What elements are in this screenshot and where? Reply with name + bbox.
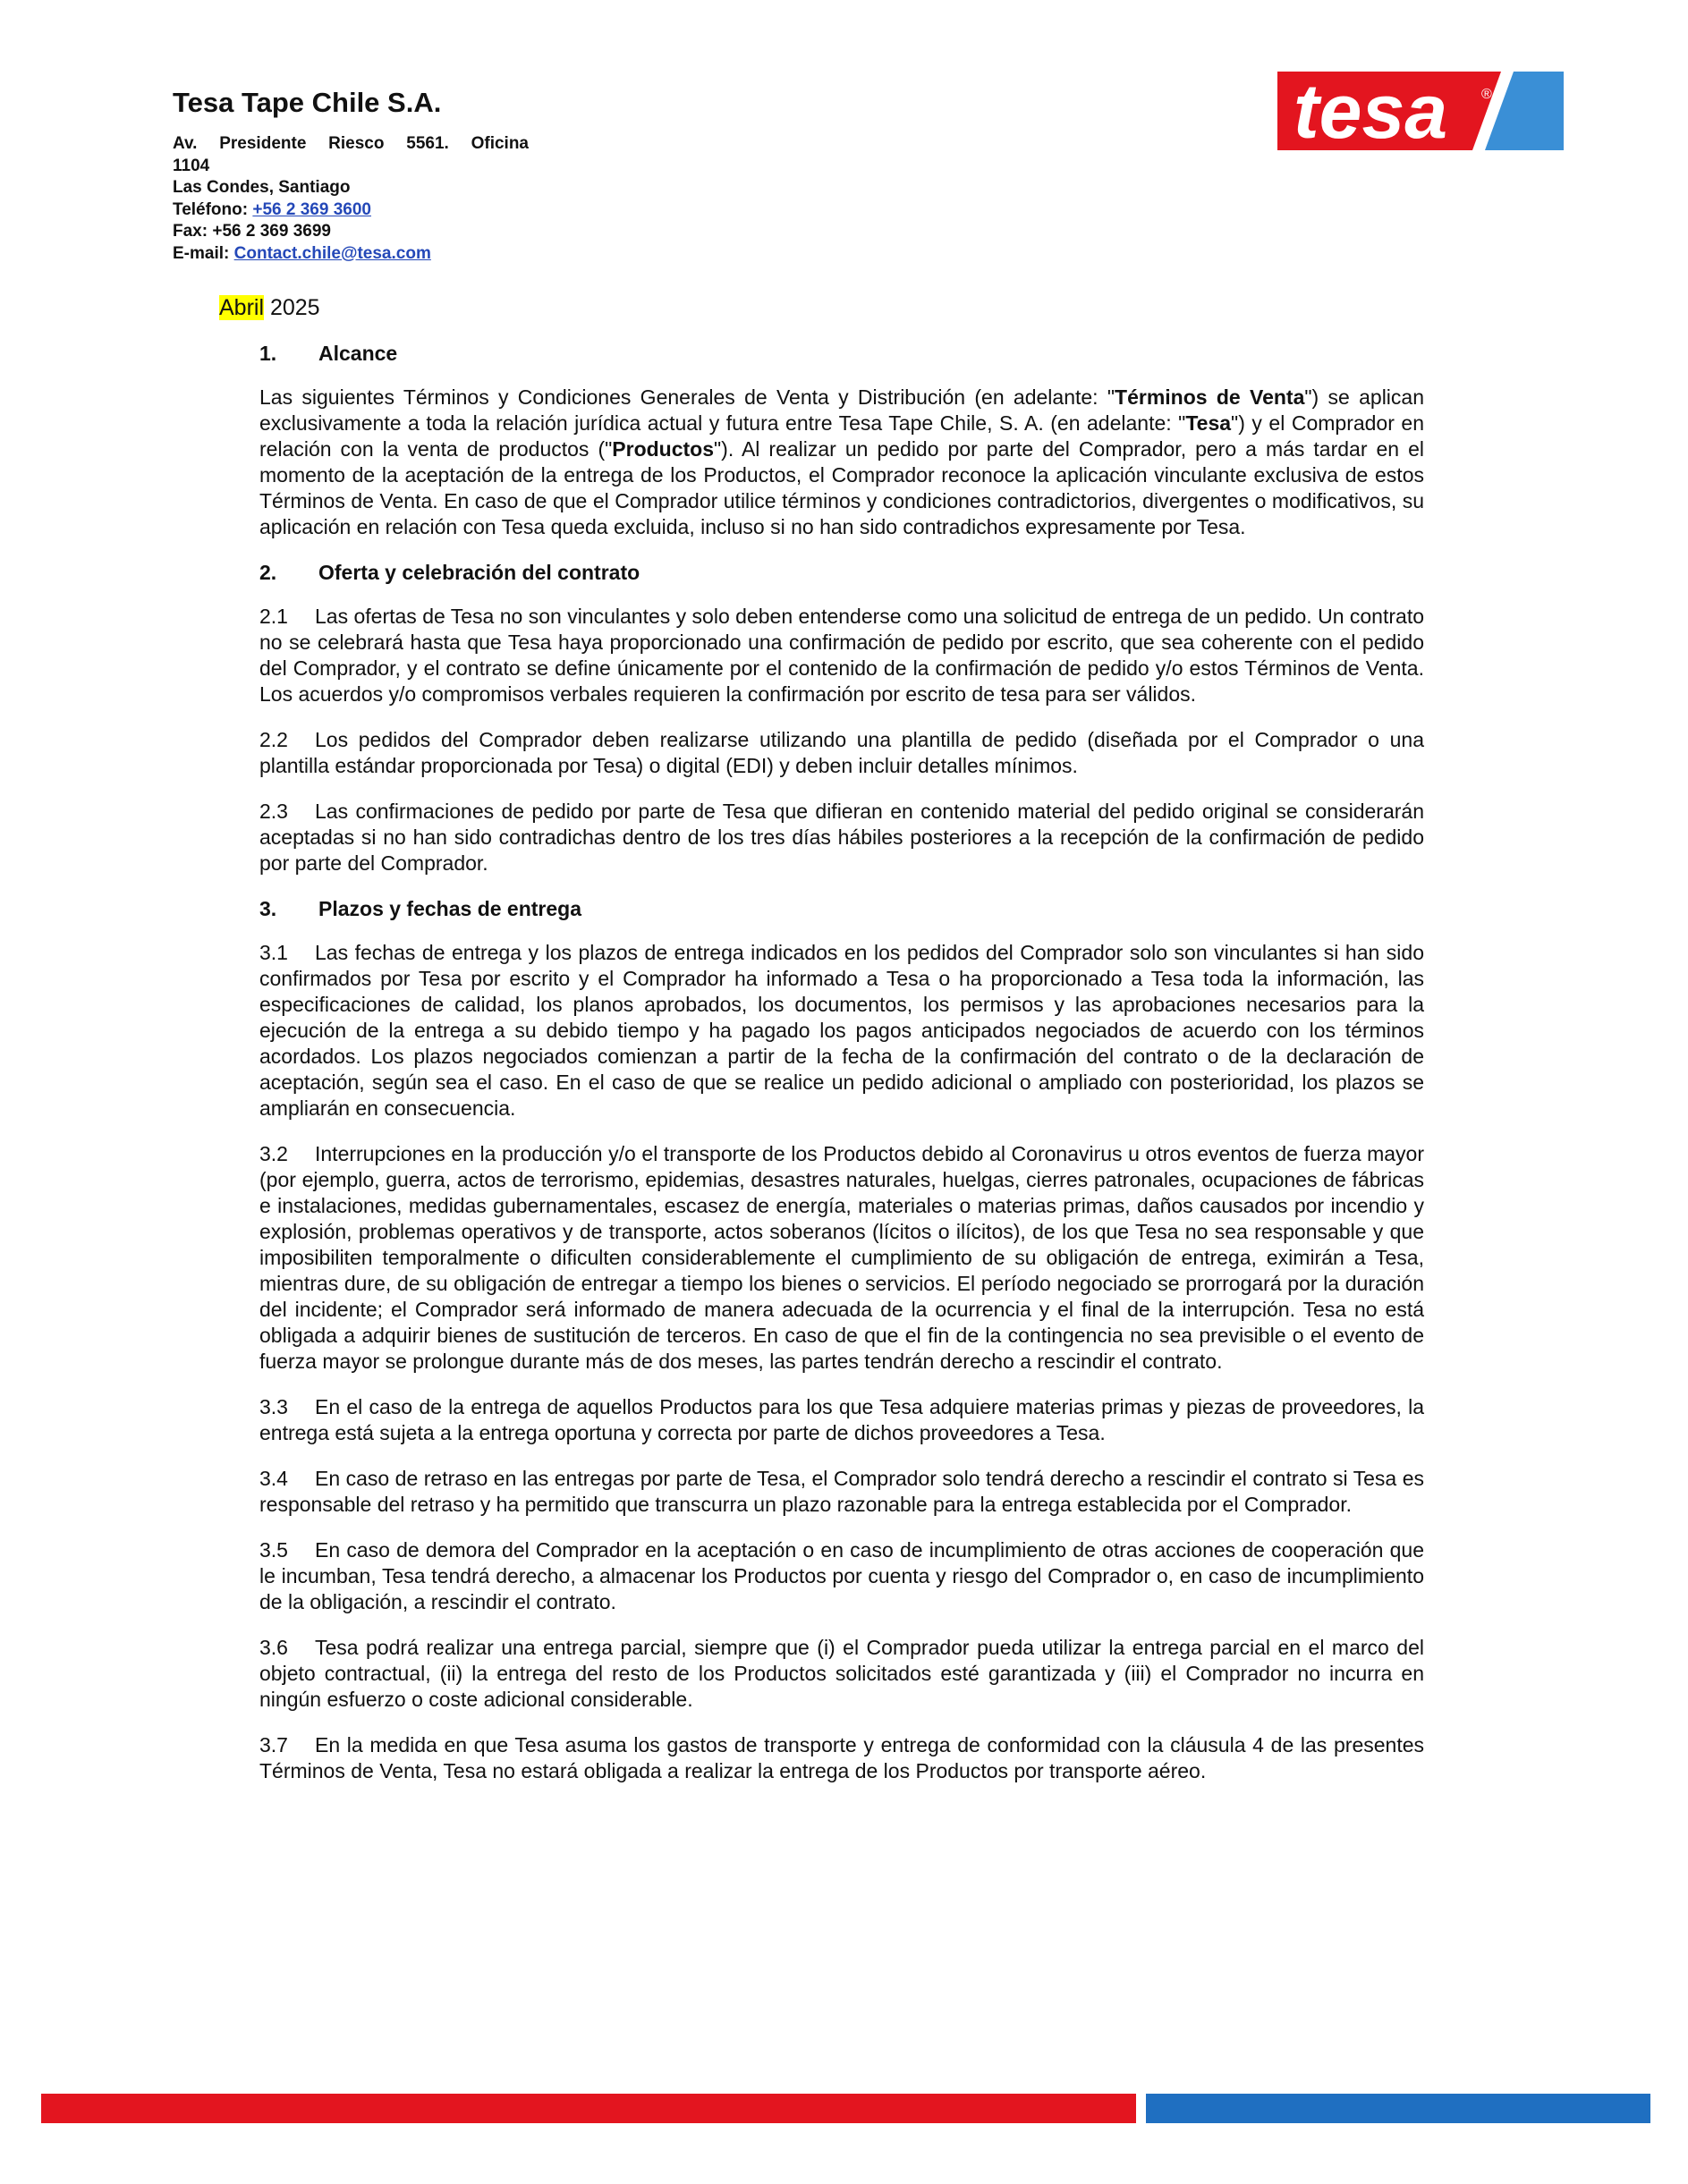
clause-text: En la medida en que Tesa asuma los gastos de transporte y entrega de conformidad con la cláusula 4 de las presentes Términos de Venta, Tesa no estará obligada a realizar la entrega de los Productos por transporte aéreo.	[259, 1733, 1424, 1782]
clause-text: Las ofertas de Tesa no son vinculantes y solo deben entenderse como una solicitud de entrega de un pedido. Un contrato no se celebrará hasta que Tesa haya proporcionado una confirmación de pedido por escrito, que sea coherente con el pedido del Comprador, y el contrato se define únicamente por el contenido de la confirmación de pedido y/o estos Términos de Venta. Los acuerdos y/o compromisos verbales requieren la confirmación por escrito de tesa para ser válidos.	[259, 605, 1424, 706]
email-label: E-mail:	[173, 243, 230, 263]
fax-label: Fax:	[173, 222, 208, 241]
clause-text: Las confirmaciones de pedido por parte de Tesa que difieran en contenido material del pedido original se considerarán aceptadas si no han sido contradichas dentro de los tres días hábiles posteriores a la recepción de la confirmación de pedido por parte del Comprador.	[259, 800, 1424, 875]
clause-text: Las fechas de entrega y los plazos de entrega indicados en los pedidos del Comprador solo son vinculantes si han sido confirmados por Tesa por escrito y el Comprador ha informado a Tesa o ha proporcionado a Tesa toda la información, las especificaciones de calidad, los planos aprobados, los documentos, los permisos y las aprobaciones necesarios para la ejecución de la entrega a su debido tiempo y ha pagado los pagos anticipados negociados de acuerdo con los términos acordados. Los plazos negociados comienzan a partir de la fecha de la confirmación del contrato o de la declaración de aceptación, según sea el caso. En el caso de que se realice un pedido adicional o ampliado con posterioridad, los plazos se ampliarán en consecuencia.	[259, 941, 1424, 1120]
text-run: "). Al realizar un pedido por parte del Comprador, pero a más tardar en el momento de la aceptación de la entrega de los Productos, el Comprador reconoce la aplicación vinculante exclusiva de estos Términos de Venta. En caso de que el Comprador utilice términos y condiciones contradictorios, divergentes o modificativos, su aplicación en relación con Tesa queda excluida, incluso si no han sido contradichos expresamente por Tesa.	[259, 437, 1424, 538]
address-line-1: Av. Presidente Riesco 5561. Oficina	[173, 134, 529, 154]
clause-text: En el caso de la entrega de aquellos Productos para los que Tesa adquiere materias primas y piezas de proveedores, la entrega está sujeta a la entrega oportuna y correcta por parte de dichos proveedores a Tesa.	[259, 1395, 1424, 1444]
tesa-logo	[1277, 72, 1564, 150]
clause-text: Tesa podrá realizar una entrega parcial, siempre que (i) el Comprador pueda utilizar la entrega parcial en el marco del objeto contractual, (ii) la entrega del resto de los Productos solicitados esté garantizada y (iii) el Comprador no incurra en ningún esfuerzo o coste adicional considerable.	[259, 1636, 1424, 1711]
clause-3-1	[259, 940, 1424, 1122]
clause-number: 2.3	[259, 800, 288, 823]
clause-number: 3.1	[259, 941, 288, 964]
section-2-heading	[259, 560, 1424, 586]
clause-2-2	[259, 727, 1424, 779]
text-run: Las siguientes Términos y Condiciones Generales de Venta y Distribución (en adelante: "	[259, 385, 1115, 409]
section-title: Alcance	[318, 342, 398, 365]
clause-3-4	[259, 1466, 1424, 1518]
clause-3-3	[259, 1394, 1424, 1446]
text-run: ") y el Comprador en relación con la venta de productos ("	[259, 411, 1424, 461]
email-line	[173, 243, 620, 266]
clause-number: 2.1	[259, 605, 288, 628]
clause-text: Interrupciones en la producción y/o el transporte de los Productos debido al Coronavirus u otros eventos de fuerza mayor (por ejemplo, guerra, actos de terrorismo, epidemias, desastres naturales, huelgas, cierres patronales, ocupaciones de fábricas e instalaciones, medidas gubernamentales, escasez de energía, materiales o materias primas, daños causados por incendio y explosión, problemas operativos y de transporte, actos soberanos (lícitos o ilícitos), de los que Tesa no sea responsable y que imposibiliten temporalmente o dificulten considerablemente el cumplimiento de su obligación de entrega, eximirán a Tesa, mientras dure, de su obligación de entregar a tiempo los bienes o servicios. El período negociado se prorrogará por la duración del incidente; el Comprador será informado de manera adecuada de la ocurrencia y el final de la interrupción. Tesa no está obligada a adquirir bienes de sustitución de terceros. En caso de que el fin de la contingencia no sea previsible o el evento de fuerza mayor se prolongue durante más de dos meses, las partes tendrán derecho a rescindir el contrato.	[259, 1142, 1424, 1373]
clause-number: 3.3	[259, 1395, 288, 1418]
fax-line	[173, 221, 620, 243]
footer-red-bar	[41, 2094, 1136, 2123]
address-line-3: Las Condes, Santiago	[173, 178, 351, 198]
clause-text: En caso de demora del Comprador en la aceptación o en caso de incumplimiento de otras acciones de cooperación que le incumban, Tesa tendrá derecho, a almacenar los Productos por cuenta y riesgo del Comprador o, en caso de incumplimiento de la obligación, a rescindir el contrato.	[259, 1538, 1424, 1613]
defined-term: Tesa	[1185, 411, 1232, 435]
clause-number: 3.5	[259, 1538, 288, 1562]
logo-registered-mark: ®	[1481, 87, 1492, 102]
section-number: 1.	[259, 342, 277, 365]
clause-number: 3.6	[259, 1636, 288, 1659]
text-run: ") se aplican exclusivamente a toda la relación jurídica actual y futura entre Tesa Tape Chile, S. A. (en adelante: "	[259, 385, 1424, 435]
defined-term: Términos de Venta	[1115, 385, 1305, 409]
clause-text: En caso de retraso en las entregas por parte de Tesa, el Comprador solo tendrá derecho a rescindir el contrato si Tesa es responsable del retraso y ha permitido que transcurra un plazo razonable para la entrega establecida por el Comprador.	[259, 1467, 1424, 1516]
clause-3-2	[259, 1141, 1424, 1375]
email-link[interactable]: Contact.chile@tesa.com	[233, 243, 431, 263]
section-1-paragraph	[259, 385, 1424, 540]
clause-3-7	[259, 1732, 1424, 1784]
clause-3-6	[259, 1635, 1424, 1713]
company-info	[173, 86, 620, 265]
defined-term: Productos	[612, 437, 715, 461]
phone-link[interactable]: +56 2 369 3600	[252, 199, 371, 219]
footer-blue-bar	[1146, 2094, 1650, 2123]
terms-content	[259, 341, 1424, 1804]
clause-number: 3.7	[259, 1733, 288, 1757]
clause-text: Los pedidos del Comprador deben realizarse utilizando una plantilla de pedido (diseñada por el Comprador o una plantilla estándar proporcionada por Tesa) o digital (EDI) y deben incluir detalles mínimos.	[259, 728, 1424, 777]
clause-3-5	[259, 1537, 1424, 1615]
section-number: 2.	[259, 561, 277, 584]
section-1-heading	[259, 341, 1424, 367]
section-title: Plazos y fechas de entrega	[318, 897, 582, 920]
section-3-heading	[259, 896, 1424, 922]
section-number: 3.	[259, 897, 277, 920]
clause-number: 2.2	[259, 728, 288, 751]
clause-2-1	[259, 604, 1424, 707]
clause-2-3	[259, 799, 1424, 876]
document-date	[219, 295, 320, 321]
company-name: Tesa Tape Chile S.A.	[173, 87, 442, 118]
address-line-2: 1104	[173, 156, 210, 175]
date-month: Abril	[219, 295, 265, 320]
clause-number: 3.2	[259, 1142, 288, 1165]
clause-number: 3.4	[259, 1467, 288, 1490]
fax-number: +56 2 369 3699	[212, 222, 331, 241]
phone-line	[173, 199, 620, 222]
company-address	[173, 133, 620, 265]
logo-text: tesa	[1294, 72, 1448, 150]
section-title: Oferta y celebración del contrato	[318, 561, 640, 584]
phone-label: Teléfono:	[173, 199, 249, 219]
date-year: 2025	[269, 295, 320, 320]
